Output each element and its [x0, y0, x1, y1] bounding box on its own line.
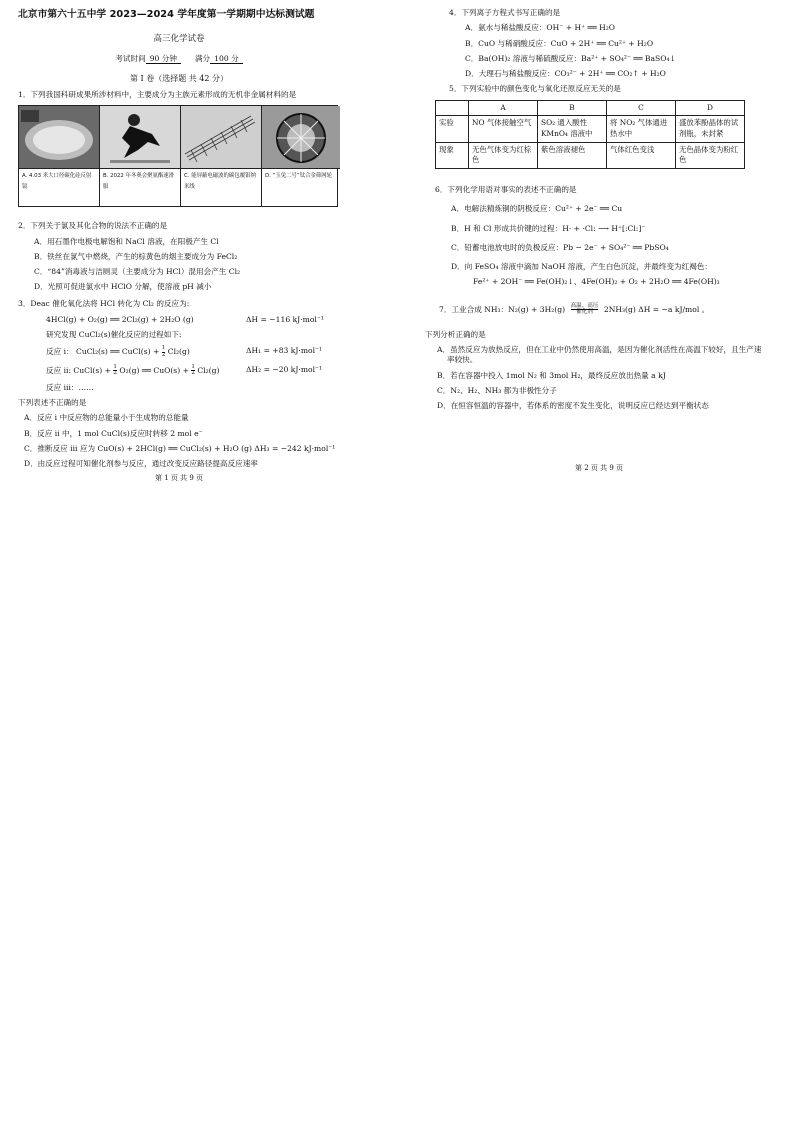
- question-7-option-c: C．N₂、H₂、NH₃ 都为非极性分子: [437, 385, 557, 395]
- table-cell: SO₂ 通入酸性 KMnO₄ 溶液中: [538, 116, 607, 142]
- question-7-option-a: A．虽然反应为放热反应，但在工业中仍然使用高温，是因为催化剂活性在高温下较好，且生产速率较快。: [437, 345, 762, 365]
- question-6-option-c: C．铅蓄电池放电时的负极反应：Pb − 2e⁻ + SO₄²⁻ ══ PbSO₄: [451, 242, 669, 252]
- table-header-row: [436, 100, 745, 116]
- photo-caption: A. 4.03 米大口径碳化硅反射镜: [22, 173, 92, 190]
- question-7-option-b: B．若在容器中投入 1mol N₂ 和 3mol H₂，最终反应放出热量 a kJ: [437, 370, 666, 380]
- table-cell: 无色晶体变为粉红色: [676, 142, 745, 168]
- reaction-ii-middle: O₂(g) ══ CuO(s) +: [119, 365, 189, 375]
- reaction-i-enthalpy: ΔH₁ = +83 kJ·mol⁻¹: [246, 346, 323, 356]
- question-4-option-d: D．大理石与稀盐酸反应：CO₃²⁻ + 2H⁺ ══ CO₂↑ + H₂O: [465, 69, 666, 78]
- overall-enthalpy: ΔH = −116 kJ·mol⁻¹: [246, 314, 324, 324]
- condition-top: 高温、高压: [570, 302, 599, 309]
- question-6-stem: 6．下列化学用语对事实的表述不正确的是: [435, 185, 577, 195]
- photo-caption: D. “玉兔二号”钛合金筛网轮: [265, 173, 333, 180]
- fraction-numerator: 1: [113, 363, 117, 370]
- question-7-products: 2NH₃(g) ΔH = −a kJ/mol 。: [603, 304, 710, 314]
- fraction-denominator: 2: [113, 370, 117, 377]
- overall-reaction: 4HCl(g) + O₂(g) ══ 2Cl₂(g) + 2H₂O (g): [46, 314, 194, 324]
- fraction-denominator: 2: [161, 352, 166, 359]
- table-header: D: [676, 100, 745, 116]
- question-5-stem: 5．下列实验中的颜色变化与氧化还原反应无关的是: [449, 84, 621, 94]
- reaction-i-part: 反应 i： CuCl₂(s) ══ CuCl(s) +: [46, 347, 160, 357]
- table-cell: 将 NO₂ 气体通进热水中: [607, 116, 676, 142]
- photo-caption: C. 能屏蔽电磁波的碳包覆银纳米线: [184, 173, 256, 190]
- photo-option-b: [100, 106, 181, 206]
- question-4-option-b: B．CuO 与稀硝酸反应：CuO + 2H⁺ ══ Cu²⁺ + H₂O: [465, 38, 654, 48]
- table-cell: 盛放苯酚晶体的试剂瓶，未封紧: [676, 116, 745, 142]
- question-6-option-b: B．H 和 Cl 形成共价键的过程：H· + ·Cl: ⟶ H⁺[:Cl:]⁻: [451, 223, 646, 233]
- question-4-option-a: A．氨水与稀盐酸反应：OH⁻ + H⁺ ══ H₂O: [465, 23, 615, 33]
- mirror-photo: [19, 106, 99, 169]
- question-7-reactants: 7．工业合成 NH₃：N₂(g) + 3H₂(g): [439, 304, 566, 314]
- question-2-stem: 2．下列关于氯及其化合物的说法不正确的是: [18, 221, 168, 231]
- nanowire-photo: [181, 106, 261, 169]
- photo-caption: B. 2022 年冬奥会聚氨酯速滑服: [103, 173, 175, 190]
- fraction-half: [113, 365, 117, 377]
- fraction-numerator: 1: [161, 345, 166, 352]
- fraction-denominator: 2: [191, 370, 195, 377]
- fraction-half: [191, 365, 195, 377]
- photo-option-a: [19, 106, 100, 206]
- table-header: A: [469, 100, 538, 116]
- reaction-ii-equation: [46, 365, 246, 377]
- question-3-option-c: C．推断反应 iii 应为 CuO(s) + 2HCl(g) ══ CuCl₂(s) + H₂O (g) ΔH₃ = −242 kJ·mol⁻¹: [24, 443, 336, 453]
- question-6-option-a: A．电解法精炼铜的阴极反应：Cu²⁺ + 2e⁻ ══ Cu: [451, 204, 623, 214]
- question-5-table: [435, 100, 745, 170]
- question-3-option-d: D．由反应过程可知催化剂参与反应，通过改变反应路径提高反应速率: [24, 459, 258, 469]
- table-row: [436, 116, 745, 142]
- question-4-option-c: C．Ba(OH)₂ 溶液与稀硫酸反应：Ba²⁺ + SO₄²⁻ ══ BaSO₄↓: [465, 53, 676, 63]
- rover-wheel-photo: [262, 106, 340, 169]
- exam-title: 北京市第六十五中学 2023—2024 学年度第一学期期中达标测试题: [18, 9, 315, 20]
- question-7-ask: 下列分析正确的是: [425, 329, 486, 339]
- table-cell: 无色气体变为红棕色: [469, 142, 538, 168]
- table-header: B: [538, 100, 607, 116]
- exam-time: [115, 53, 181, 64]
- question-2-option-d: D．光照可促进氯水中 HClO 分解，使溶液 pH 减小: [34, 282, 212, 292]
- reaction-ii-product: Cl₂(g): [197, 365, 220, 375]
- question-3-equation: [46, 315, 340, 325]
- reaction-conditions: [571, 304, 599, 316]
- full-score-value: 100 分: [210, 54, 243, 64]
- full-score: [195, 53, 243, 64]
- table-cell: NO 气体接触空气: [469, 116, 538, 142]
- right-column: [425, 8, 773, 473]
- question-3-option-b: B．反应 ii 中，1 mol CuCl(s)反应时转移 2 mol e⁻: [24, 428, 203, 438]
- reaction-iii: 反应 iii：……: [46, 382, 94, 392]
- left-column: [18, 8, 340, 483]
- reaction-i: [46, 346, 340, 358]
- table-row: [436, 142, 745, 168]
- question-3-option-a: A．反应 i 中反应物的总能量小于生成物的总能量: [24, 413, 189, 423]
- reaction-ii-part: 反应 ii: CuCl(s) +: [46, 365, 111, 375]
- section-heading: 第 I 卷（选择题 共 42 分）: [129, 74, 229, 84]
- question-1-stem: 1．下列我国科研成果所涉材料中，主要成分为主族元素形成的无机非金属材料的是: [18, 90, 297, 100]
- reaction-i-equation: [46, 346, 246, 358]
- table-cell: 现象: [436, 142, 469, 168]
- table-cell: 气体红色变浅: [607, 142, 676, 168]
- table-cell: 实验: [436, 116, 469, 142]
- exam-subtitle: 高三化学试卷: [153, 34, 205, 45]
- question-7-option-d: D．在恒容恒温的容器中，若体系的密度不发生变化，说明反应已经达到平衡状态: [437, 401, 709, 411]
- table-header: C: [607, 100, 676, 116]
- skater-photo: [100, 106, 180, 169]
- photo-option-c: [181, 106, 262, 206]
- exam-time-value: 90 分钟: [146, 54, 181, 64]
- page-footer-1: 第 1 页 共 9 页: [154, 474, 204, 483]
- question-3-study: 研究发现 CuCl₂(s)催化反应的过程如下:: [46, 330, 182, 340]
- reaction-ii-enthalpy: ΔH₂ = −20 kJ·mol⁻¹: [246, 364, 323, 374]
- question-1-photos: [18, 105, 338, 207]
- question-6-option-d: D．向 FeSO₄ 溶液中滴加 NaOH 溶液，产生白色沉淀，并最终变为红褐色：: [451, 262, 713, 272]
- question-2-option-a: A．用石墨作电极电解饱和 NaCl 溶液，在阳极产生 Cl: [34, 236, 219, 246]
- fraction-half: [162, 346, 166, 358]
- question-2-option-b: B．铁丝在氯气中燃烧，产生的棕黄色的烟主要成分为 FeCl₂: [34, 251, 238, 261]
- question-4-stem: 4．下列离子方程式书写正确的是: [449, 8, 561, 17]
- page-footer-2: 第 2 页 共 9 页: [574, 464, 624, 473]
- exam-time-label: 考试时间: [115, 54, 146, 64]
- exam-meta: [18, 53, 340, 64]
- table-header: [436, 100, 469, 116]
- reaction-i-product: Cl₂(g): [167, 347, 190, 357]
- question-6-option-d-equation: Fe²⁺ + 2OH⁻ ══ Fe(OH)₂↓、4Fe(OH)₂ + O₂ + 2H₂O ══ 4Fe(OH)₃: [473, 277, 720, 287]
- condition-bottom: 催化剂: [576, 309, 593, 316]
- fraction-numerator: 1: [191, 363, 195, 370]
- question-3-ask: 下列表述不正确的是: [18, 398, 87, 408]
- question-2-option-c: C．“84”消毒液与洁厕灵（主要成分为 HCl）混用会产生 Cl₂: [34, 267, 241, 277]
- full-score-label: 满分: [194, 54, 211, 64]
- question-3-stem: 3．Deac 催化氧化法将 HCl 转化为 Cl₂ 的反应为:: [18, 298, 190, 308]
- question-7-stem: [439, 304, 773, 316]
- table-cell: 紫色溶液褪色: [538, 142, 607, 168]
- reaction-ii: [46, 365, 340, 377]
- photo-option-d: [262, 106, 340, 206]
